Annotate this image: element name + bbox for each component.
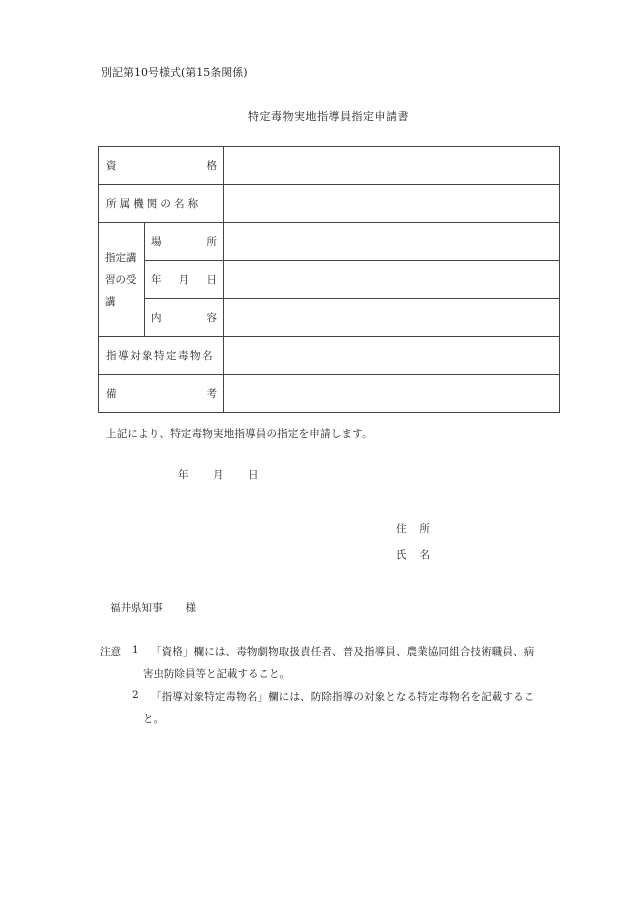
label-char: 日 (206, 274, 217, 286)
label-char: 住 (396, 523, 407, 535)
label-remarks (99, 375, 224, 413)
date-month: 月 (213, 469, 224, 481)
label-target (99, 337, 224, 375)
addressee-office: 福井県知事 (110, 602, 163, 614)
field-target[interactable] (224, 337, 560, 375)
group-label-line: 講 (105, 295, 116, 308)
label-char: 所 (419, 523, 430, 535)
application-form-table (98, 146, 560, 413)
label-text: 所属機関の名称 (106, 198, 202, 210)
field-organization[interactable] (224, 185, 560, 223)
row-remarks (99, 375, 560, 413)
document-title: 特定毒物実地指導員指定申請書 (248, 110, 409, 123)
label-char: 格 (206, 160, 217, 172)
group-label-line: 習の受 (105, 273, 137, 286)
note-number: 1 (132, 644, 139, 656)
label-char: 内 (151, 312, 162, 324)
row-qualification (99, 147, 560, 185)
note-line: 害虫防除員等と記載すること。 (143, 668, 290, 680)
label-char: 容 (206, 312, 217, 324)
applicant-address (396, 521, 430, 536)
label-char: 備 (106, 388, 117, 400)
label-char: 所 (206, 236, 217, 248)
label-place (145, 223, 224, 261)
date-year: 年 (178, 469, 189, 481)
label-char: 場 (151, 236, 162, 248)
date-line (178, 467, 259, 482)
label-course-group (99, 223, 145, 337)
field-place[interactable] (224, 223, 560, 261)
label-char: 考 (206, 388, 217, 400)
field-content[interactable] (224, 299, 560, 337)
field-date[interactable] (224, 261, 560, 299)
date-day: 日 (248, 469, 259, 481)
row-course-place (99, 223, 560, 261)
addressee-honorific: 様 (185, 602, 196, 614)
row-course-date (99, 261, 560, 299)
form-reference: 別記第10号様式(第15条関係) (101, 66, 248, 79)
label-text: 指導対象特定毒物名 (106, 350, 214, 362)
note-line: 「指導対象特定毒物名」欄には、防除指導の対象となる特定毒物名を記載するこ (151, 691, 535, 703)
label-char: 月 (178, 274, 190, 286)
declaration-text: 上記により、特定毒物実地指導員の指定を申請します。 (106, 428, 373, 440)
label-char: 名 (419, 549, 430, 561)
label-char: 氏 (396, 549, 407, 561)
note-line: 「資格」欄には、毒物劇物取扱責任者、普及指導員、農業協同組合技術職員、病 (151, 646, 535, 658)
label-date (145, 261, 224, 299)
label-content (145, 299, 224, 337)
applicant-name (396, 547, 430, 562)
row-target (99, 337, 560, 375)
row-organization (99, 185, 560, 223)
note-line: と。 (143, 713, 164, 725)
label-char: 年 (151, 274, 162, 286)
row-course-content (99, 299, 560, 337)
field-qualification[interactable] (224, 147, 560, 185)
addressee (110, 600, 196, 615)
note-number: 2 (132, 689, 139, 701)
group-label-line: 指定講 (105, 251, 137, 264)
label-char: 資 (106, 160, 117, 172)
label-qualification (99, 147, 224, 185)
notes-heading: 注意 (100, 646, 121, 658)
label-organization (99, 185, 224, 223)
field-remarks[interactable] (224, 375, 560, 413)
